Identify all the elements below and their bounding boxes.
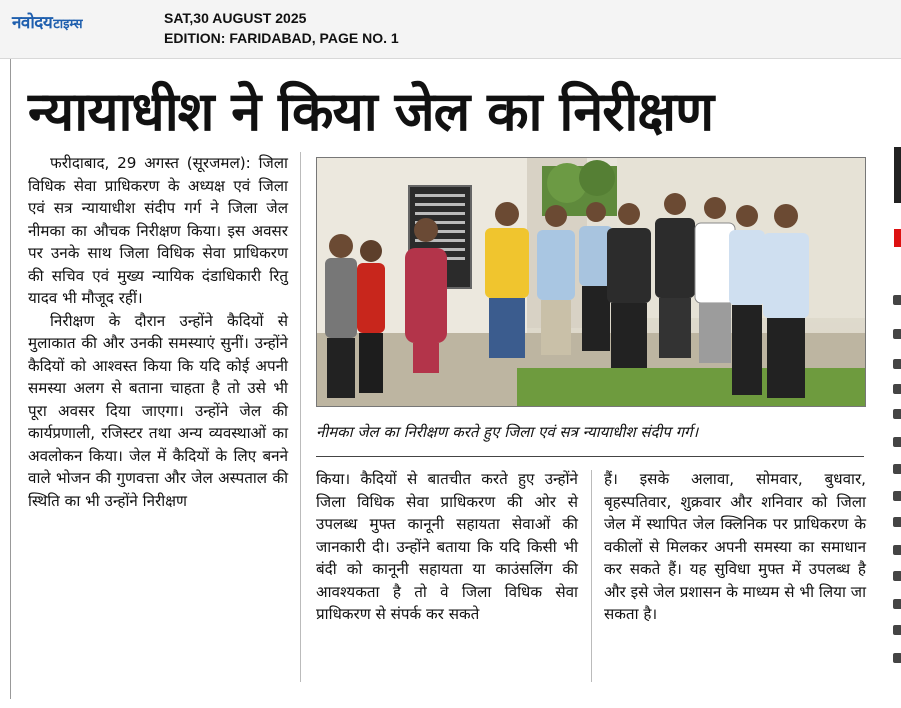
article-headline: न्यायाधीश ने किया जेल का निरीक्षण [28,80,714,143]
newspaper-logo[interactable] [12,10,83,36]
adjacent-text-fragment [893,329,901,339]
adjacent-article-edge [880,59,901,708]
page-edge-divider [10,59,11,699]
adjacent-text-fragment [893,464,901,474]
column-divider [300,152,301,682]
edition-info [164,8,399,48]
article-column-1 [28,152,288,512]
adjacent-text-fragment [893,653,901,663]
adjacent-text-fragment [893,545,901,555]
adjacent-text-fragment [893,359,901,369]
adjacent-text-fragment [893,625,901,635]
adjacent-text-fragment [893,409,901,419]
article-paragraph-4: हैं। इसके अलावा, सोमवार, बुधवार, बृहस्पतिवार, शुक्रवार और शनिवार को जिला जेल में स्थापित जेल क्लिनिक पर प्राधिकरण के वकीलों से मिलकर अपनी समस्या का समाधान कर सकते हैं। यह सुविधा मुफ्त में उपलब्ध है और इसे जेल प्रशासन के माध्यम से भी लिया जा सकता है। [604,470,866,623]
article-paragraph-1 [28,152,288,310]
adjacent-text-fragment [893,599,901,609]
caption-underline [316,456,864,457]
edition-page: EDITION: FARIDABAD, PAGE NO. 1 [164,30,399,46]
adjacent-text-fragment [893,491,901,501]
photo-caption: नीमका जेल का निरीक्षण करते हुए जिला एवं सत्र न्यायाधीश संदीप गर्ग। [316,423,699,441]
adjacent-text-fragment [893,517,901,527]
article-column-3 [604,468,866,626]
column-divider [591,470,592,682]
article-paragraph-3: किया। कैदियों से बातचीत करते हुए उन्होंने जिला विधिक सेवा प्राधिकरण की ओर से उपलब्ध मुफ्त कानूनी सहायता सेवाओं की जानकारी दी। उन्होंने बताया कि यदि किसी भी बंदी को कानूनी सहायता या काउंसलिंग की आवश्यकता है तो वे जिला विधिक सेवा प्राधिकरण से संपर्क कर सकते [316,470,578,623]
masthead-bar [0,0,901,59]
adjacent-text-fragment [893,295,901,305]
article-paragraph-2: निरीक्षण के दौरान उन्होंने कैदियों से मुलाकात की और उनकी समस्याएं सुनीं। उन्होंने कैदियों को आश्वस्त किया कि यदि कोई अपनी समस्या अलग से बताना चाहता है तो उसे भी पूरा अवसर दिया जाएगा। उन्होंने जेल की कार्यप्रणाली, रजिस्टर तथा अन्य व्यवस्थाओं का अवलोकन किया। जेल में कैदियों के लिए बनने वाले भोजन की गुणवत्ता और जेल अस्पताल की स्थिति का भी उन्होंने निरीक्षण [28,311,288,510]
logo-main-text: नवोदय [12,13,53,33]
adjacent-text-fragment [893,437,901,447]
issue-date: SAT,30 AUGUST 2025 [164,10,307,26]
adjacent-text-fragment [893,384,901,394]
article-column-2 [316,468,578,626]
dateline: फरीदाबाद, 29 अगस्त (सूरजमल): [50,154,251,172]
paragraph-1-text: जिला विधिक सेवा प्राधिकरण के अध्यक्ष एवं जिला एवं सत्र न्यायाधीश संदीप गर्ग ने जिला जेल नीमका का औचक निरीक्षण किया। इस अवसर पर उनके साथ जिला विधिक सेवा प्राधिकरण की सचिव एवं मुख्य न्यायिक दंडाधिकारी रितु यादव भी मौजूद रहीं। [28,154,288,307]
adjacent-text-fragment [893,571,901,581]
adjacent-headline-fragment [894,147,901,203]
inspection-photo-illustration [317,158,865,406]
logo-sub-text: टाइम्स [53,17,83,32]
article-photo [316,157,866,407]
adjacent-red-marker [894,229,901,247]
